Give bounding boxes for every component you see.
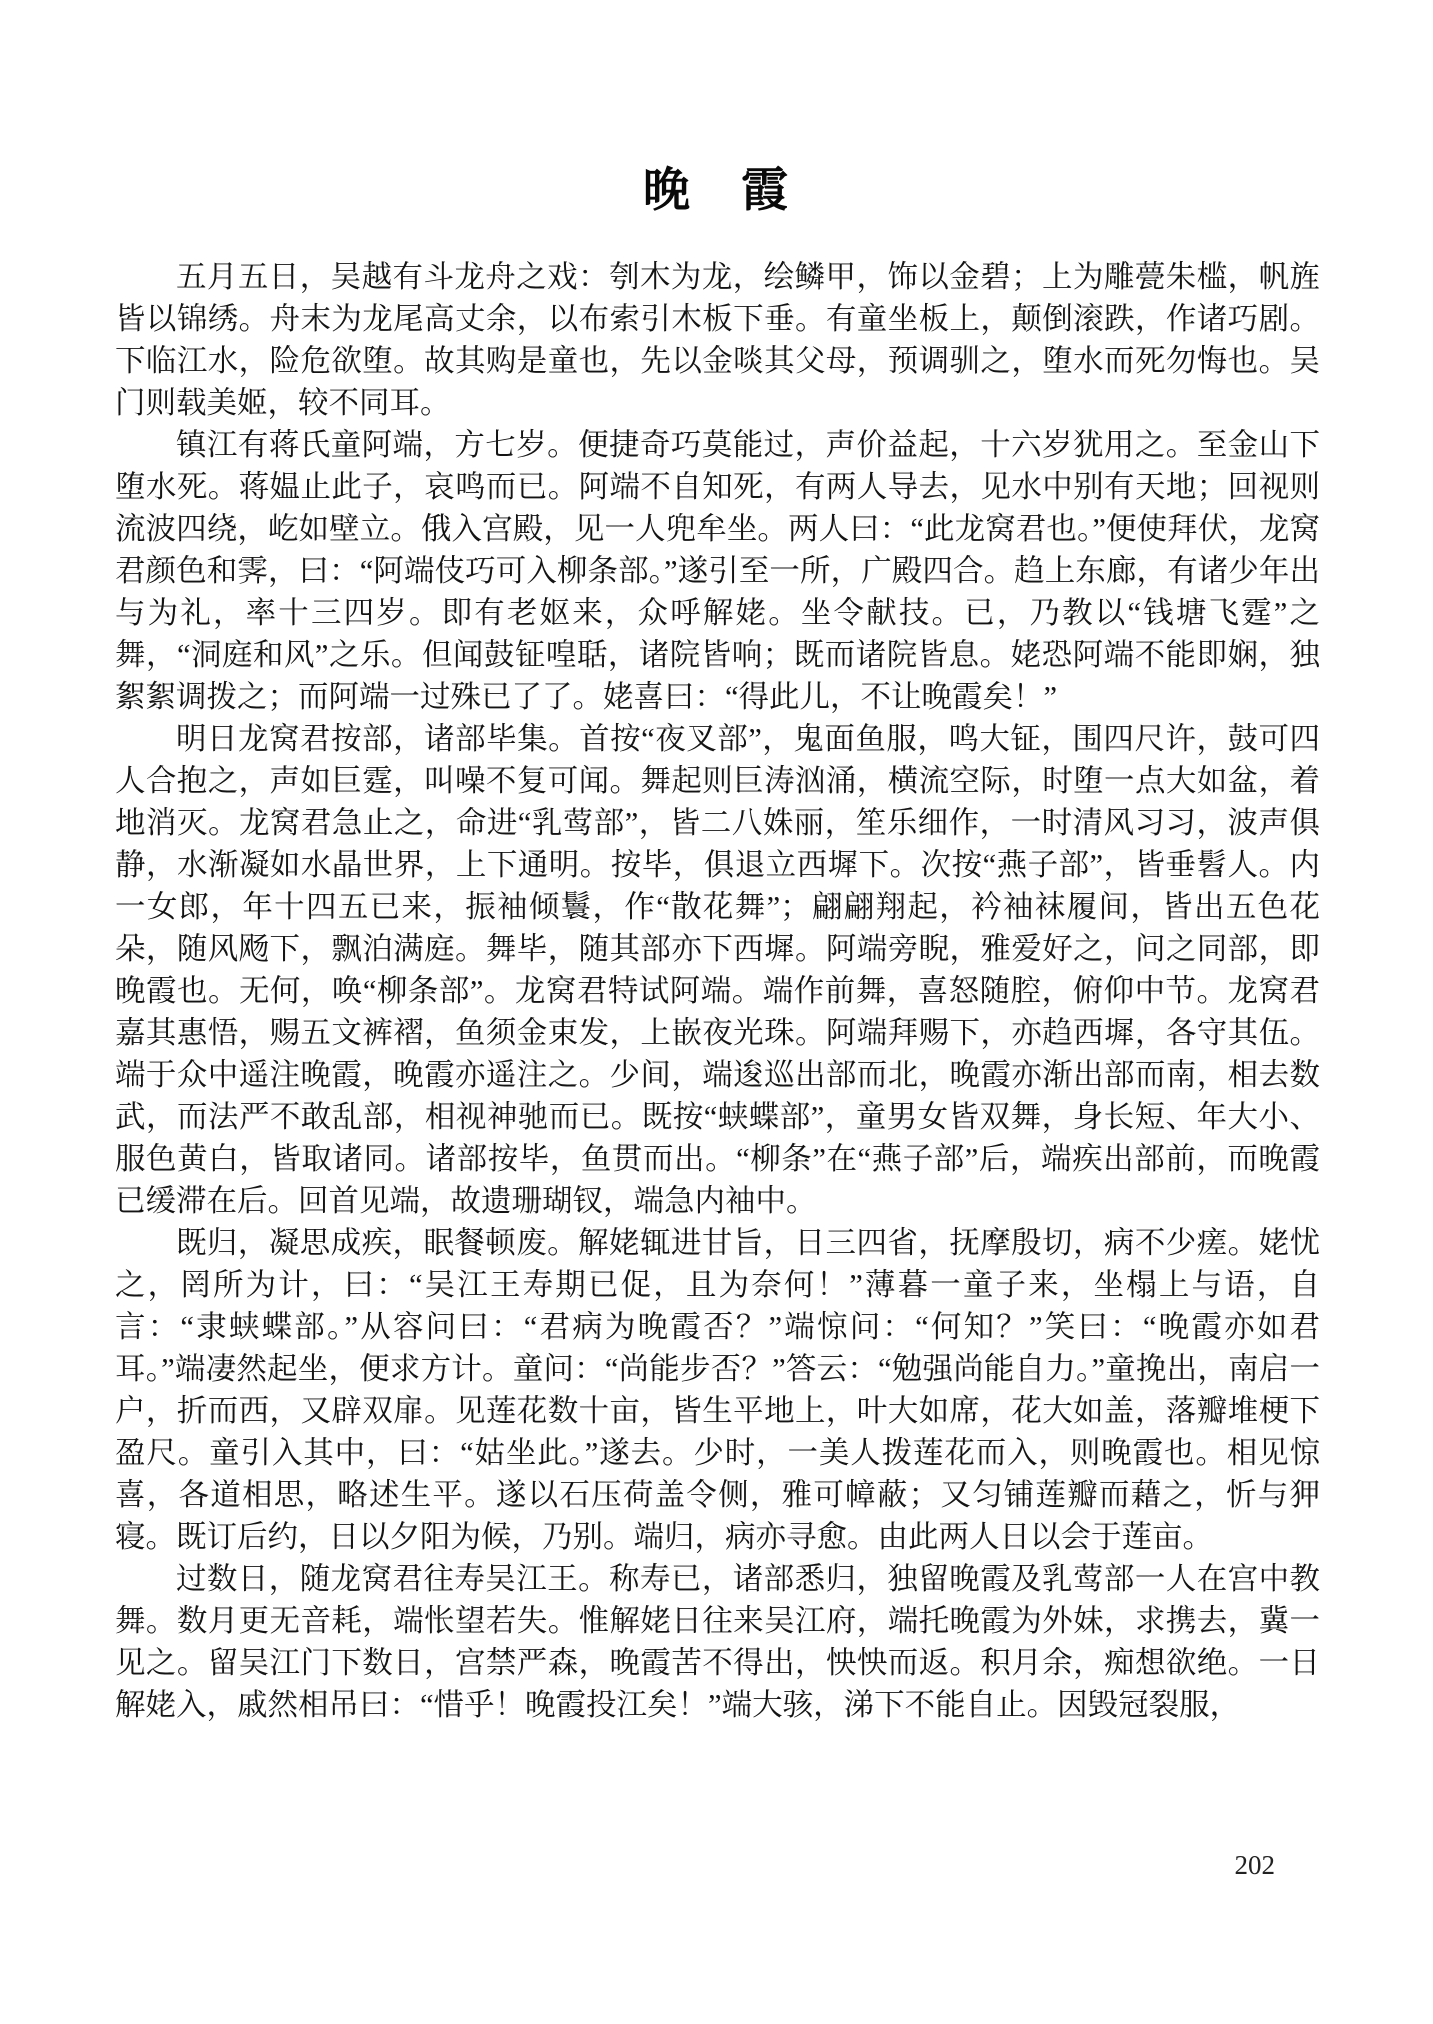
text-body [115, 256, 1320, 1726]
paragraph-1: 五月五日，吴越有斗龙舟之戏：刳木为龙，绘鳞甲，饰以金碧；上为雕甍朱槛，帆旌皆以锦绣。舟末为龙尾高丈余，以布索引木板下垂。有童坐板上，颠倒滚跌，作诸巧剧。下临江水，险危欲堕。故其购是童也，先以金啖其父母，预调驯之，堕水而死勿悔也。吴门则载美姬，较不同耳。 [115, 260, 1320, 420]
page-number: 202 [1234, 1850, 1275, 1880]
paragraph-5: 过数日，随龙窝君往寿吴江王。称寿已，诸部悉归，独留晚霞及乳莺部一人在宫中教舞。数月更无音耗，端怅望若失。惟解姥日往来吴江府，端托晚霞为外妹，求携去，冀一见之。留吴江门下数日，宫禁严森，晚霞苦不得出，怏怏而返。积月余，痴想欲绝。一日解姥入，戚然相吊曰：“惜乎！晚霞投江矣！”端大骇，涕下不能自止。因毁冠裂服， [115, 1562, 1320, 1722]
paragraph-4: 既归，凝思成疾，眠餐顿废。解姥辄进甘旨，日三四省，抚摩殷切，病不少瘥。姥忧之，罔所为计，曰：“吴江王寿期已促，且为奈何！”薄暮一童子来，坐榻上与语，自言：“隶蛱蝶部。”从容问曰：“君病为晚霞否？”端惊问：“何知？”笑曰：“晚霞亦如君耳。”端凄然起坐，便求方计。童问：“尚能步否？”答云：“勉强尚能自力。”童挽出，南启一户，折而西，又辟双扉。见莲花数十亩，皆生平地上，叶大如席，花大如盖，落瓣堆梗下盈尺。童引入其中，曰：“姑坐此。”遂去。少时，一美人拨莲花而入，则晚霞也。相见惊喜，各道相思，略述生平。遂以石压荷盖令侧，雅可幛蔽；又匀铺莲瓣而藉之，忻与狎寝。既订后约，日以夕阳为候，乃别。端归，病亦寻愈。由此两人日以会于莲亩。 [115, 1226, 1320, 1554]
paragraph-2: 镇江有蒋氏童阿端，方七岁。便捷奇巧莫能过，声价益起，十六岁犹用之。至金山下堕水死。蒋媪止此子，哀鸣而已。阿端不自知死，有两人导去，见水中别有天地；回视则流波四绕，屹如壁立。俄入宫殿，见一人兜牟坐。两人曰：“此龙窝君也。”便使拜伏，龙窝君颜色和霁，曰：“阿端伎巧可入柳条部。”遂引至一所，广殿四合。趋上东廊，有诸少年出与为礼，率十三四岁。即有老妪来，众呼解姥。坐令献技。已，乃教以“钱塘飞霆”之舞，“洞庭和风”之乐。但闻鼓钲喤聒，诸院皆响；既而诸院皆息。姥恐阿端不能即娴，独絮絮调拨之；而阿端一过殊已了了。姥喜曰：“得此儿，不让晚霞矣！” [115, 428, 1320, 714]
page-title: 晚 霞 [643, 163, 790, 216]
paragraph-3: 明日龙窝君按部，诸部毕集。首按“夜叉部”，鬼面鱼服，鸣大钲，围四尺许，鼓可四人合抱之，声如巨霆，叫噪不复可闻。舞起则巨涛汹涌，横流空际，时堕一点大如盆，着地消灭。龙窝君急止之，命进“乳莺部”，皆二八姝丽，笙乐细作，一时清风习习，波声俱静，水渐凝如水晶世界，上下通明。按毕，俱退立西墀下。次按“燕子部”，皆垂髫人。内一女郎，年十四五已来，振袖倾鬟，作“散花舞”；翩翩翔起，衿袖袜履间，皆出五色花朵，随风飏下，飘泊满庭。舞毕，随其部亦下西墀。阿端旁睨，雅爱好之，问之同部，即晚霞也。无何，唤“柳条部”。龙窝君特试阿端。端作前舞，喜怒随腔，俯仰中节。龙窝君嘉其惠悟，赐五文裤褶，鱼须金束发，上嵌夜光珠。阿端拜赐下，亦趋西墀，各守其伍。端于众中遥注晚霞，晚霞亦遥注之。少间，端逡巡出部而北，晚霞亦渐出部而南，相去数武，而法严不敢乱部，相视神驰而已。既按“蛱蝶部”，童男女皆双舞，身长短、年大小、服色黄白，皆取诸同。诸部按毕，鱼贯而出。“柳条”在“燕子部”后，端疾出部前，而晚霞已缓滞在后。回首见端，故遗珊瑚钗，端急内袖中。 [115, 722, 1320, 1218]
